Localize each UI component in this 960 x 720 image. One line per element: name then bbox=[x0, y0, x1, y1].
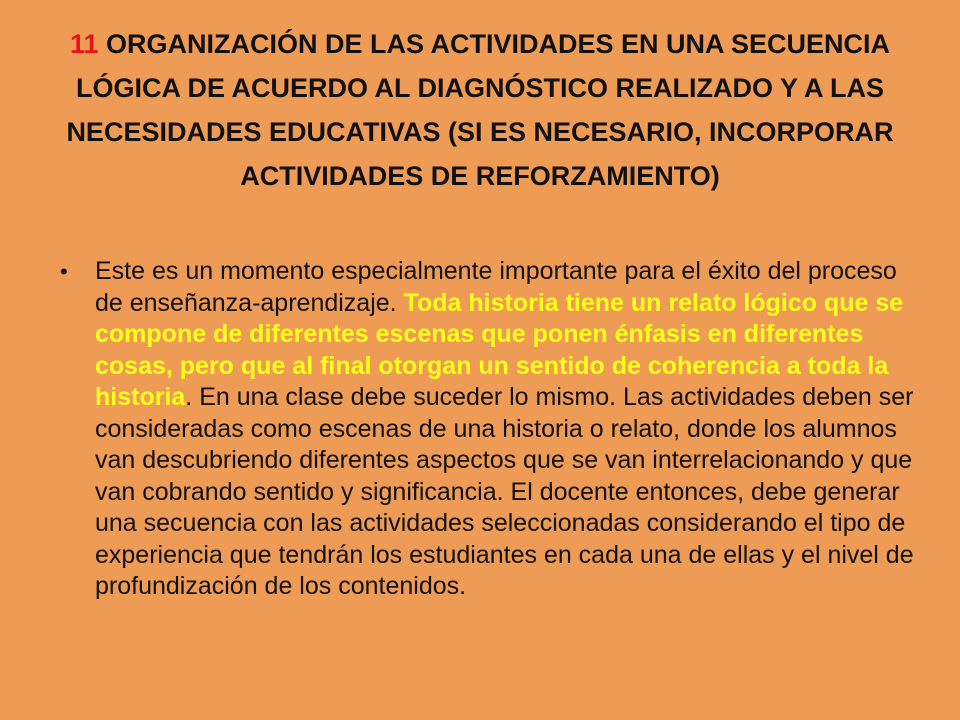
highlighted-text: Toda historia tiene un relato lógico que se compone de diferentes escenas que ponen énfasis en diferentes cosas, pero que al final otorgan un sentido de coherencia a toda la historia bbox=[95, 288, 904, 411]
title-text: ORGANIZACIÓN DE LAS ACTIVIDADES EN UNA SECUENCIA LÓGICA DE ACUERDO AL DIAGNÓSTICO REALIZADO Y A LAS NECESIDADES EDUCATIVAS (SI ES NECESARIO, INCORPORAR ACTIVIDADES DE REFORZAMIENTO) bbox=[66, 29, 894, 191]
slide-title bbox=[60, 22, 900, 198]
paragraph-text-end: . En una clase debe suceder lo mismo. Las actividades deben ser consideradas como escenas de una historia o relato, donde los alumnos van descubriendo diferentes aspectos que se van interrelacionando y que van cobrando sentido y significancia. El docente entonces, debe generar una secuencia con las actividades seleccionadas considerando el tipo de experiencia que tendrán los estudiantes en cada una de ellas y el nivel de profundización de los contenidos. bbox=[95, 383, 914, 600]
title-number: 11 bbox=[69, 29, 99, 59]
paragraph-text-start: Este es un momento especialmente importante para el éxito del proceso de enseñanza-aprendizaje. bbox=[95, 257, 897, 317]
bullet-item bbox=[60, 256, 930, 603]
bullet-list bbox=[60, 256, 930, 603]
bullet-marker: • bbox=[60, 259, 68, 284]
